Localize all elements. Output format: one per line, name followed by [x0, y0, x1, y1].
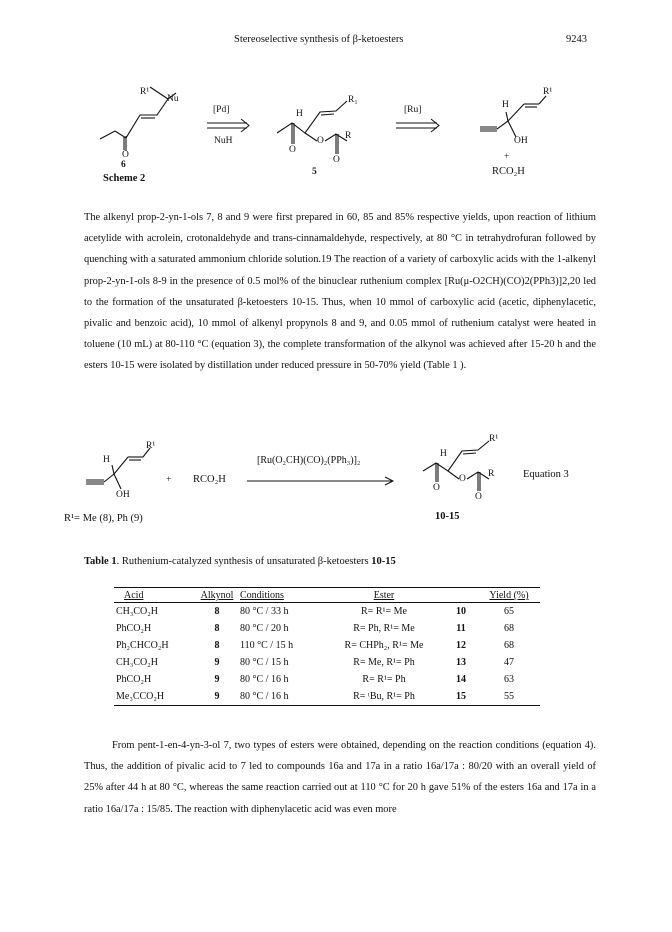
- ester-cell: R= R¹= Me: [361, 606, 407, 617]
- column-header-label: Conditions: [240, 590, 284, 601]
- h-label: H: [103, 455, 110, 465]
- ru-reagent: [Ru]: [404, 105, 422, 115]
- o-label: O: [122, 150, 129, 160]
- h-label: H: [502, 100, 509, 110]
- o-label: O: [433, 483, 440, 493]
- paragraph-text: From pent-1-en-4-yn-3-ol 7, two types of esters were obtained, depending on the reaction conditions (equation 4). Thus, the addition of pivalic acid to 7 led to compounds 16a and 17a in a ratio 16a/17a : 80/20 with an overall yield of 25% after 44 h at 80 °C, whereas the same reaction carried out at 110 °C for 20 h gave 51% of the esters 16a and 17a in a ratio 16a/17a : 15/85. The reaction with diphenylacetic acid was even more: [84, 740, 596, 815]
- rco2h-label: RCO₂H: [492, 166, 525, 177]
- conditions-cell: 80 °C / 15 h: [240, 657, 289, 668]
- compound-number-cell: 15: [456, 691, 466, 702]
- r1-label: R¹: [146, 441, 156, 451]
- ester-cell: R= ᵗBu, R¹= Ph: [353, 691, 415, 702]
- table-row: [114, 688, 540, 706]
- column-header: [196, 588, 238, 603]
- product-label: 10-15: [435, 511, 460, 522]
- paragraph-text: The alkenyl prop-2-yn-1-ols 7, 8 and 9 were first prepared in 60, 85 and 85% respective yields, upon reaction of lithium acetylide with acrolein, crotonaldehyde and trans-cinnamaldehyde, respectively, at 80 °C in tetrahydrofuran followed by quenching with a saturated ammonium chloride solution.19 The reaction of a variety of carboxylic acids with the 1-alkenyl prop-2-yn-1-ols 8-9 in the presence of 0.5 mol% of the binuclear ruthenium complex [Ru(μ-O2CH)(CO)2(PPh3)]2,20 led to the formation of the unsaturated β-ketoesters 10-15. Thus, when 10 mmol of carboxylic acid (acetic, diphenylacetic, pivalic and benzoic acid), 10 mmol of alkenyl propynols 8 and 9, and 0.05 mmol of ruthenium catalyst were heated in toluene (10 mL) at 80-110 °C (equation 3), the complete transformation of the alkynol was achieved after 15-20 h and the esters 10-15 were isolated by distillation under reduced pressure in 50-70% yield (Table 1 ).: [84, 212, 596, 372]
- o-label: O: [289, 145, 296, 155]
- table-header-row: [114, 588, 540, 603]
- alkynol-cell: 8: [214, 640, 220, 651]
- table-row: [114, 637, 540, 654]
- r-label: R: [488, 469, 495, 479]
- acid-label: RCO₂H: [193, 474, 226, 485]
- compound-number-cell: 10: [456, 606, 466, 617]
- yield-cell: 68: [504, 623, 514, 634]
- conditions-cell: 110 °C / 15 h: [240, 640, 294, 651]
- ester-cell: R= CHPh₂, R¹= Me: [344, 640, 424, 651]
- o-label: O: [333, 155, 340, 165]
- column-header-label: Yield (%): [489, 590, 529, 601]
- yield-cell: 63: [504, 674, 514, 685]
- ester-cell: R= Me, R¹= Ph: [353, 657, 415, 668]
- table-caption-text: . Ruthenium-catalyzed synthesis of unsaturated β-ketoesters: [116, 556, 372, 567]
- o-label: O: [317, 136, 324, 146]
- table-row: [114, 654, 540, 671]
- column-header: [114, 588, 196, 603]
- acid-cell: CH₃CO₂H: [116, 657, 158, 668]
- acid-cell: PhCO₂H: [116, 674, 152, 685]
- acid-cell: PhCO₂H: [116, 623, 152, 634]
- column-header: [444, 588, 478, 603]
- column-header: [478, 588, 540, 603]
- acid-cell: CH₃CO₂H: [116, 606, 158, 617]
- plus-sign: +: [166, 475, 172, 485]
- nuh-reagent: NuH: [214, 136, 233, 146]
- compound-number-cell: 14: [456, 674, 466, 685]
- yield-cell: 47: [504, 657, 514, 668]
- column-header: [324, 588, 444, 603]
- running-title: Stereoselective synthesis of β-ketoesters: [234, 34, 404, 45]
- conditions-cell: 80 °C / 20 h: [240, 623, 289, 634]
- table-caption-label: Table 1: [84, 556, 117, 567]
- alkynol-cell: 8: [214, 623, 220, 634]
- r1-label: R₁: [348, 95, 358, 105]
- oh-label: OH: [514, 136, 528, 146]
- r1-label: R¹: [543, 87, 553, 97]
- table-row: [114, 671, 540, 688]
- reactant-label: R¹= Me (8), Ph (9): [64, 513, 143, 524]
- table-row: [114, 603, 540, 621]
- h-label: H: [296, 109, 303, 119]
- catalyst-label: [Ru(O₂CH)(CO)₂(PPh₃)]₂: [257, 455, 361, 466]
- o-label: O: [475, 492, 482, 502]
- alkynol-cell: 9: [214, 657, 220, 668]
- alkynol-cell: 8: [214, 606, 220, 617]
- alkynol-cell: 9: [214, 674, 220, 685]
- body-paragraph-2: [84, 735, 596, 820]
- oh-label: OH: [116, 490, 130, 500]
- acid-cell: Ph₂CHCO₂H: [116, 640, 169, 651]
- alkynol-cell: 9: [214, 691, 220, 702]
- acid-cell: Me₃CCO₂H: [116, 691, 165, 702]
- column-header-label: Ester: [373, 590, 395, 601]
- equation-number: Equation 3: [523, 469, 569, 480]
- compound-number-cell: 13: [456, 657, 466, 668]
- column-header-label: Acid: [124, 590, 144, 601]
- table-caption: [84, 556, 396, 567]
- yield-cell: 65: [504, 606, 514, 617]
- results-table: [114, 587, 540, 706]
- compound-6-number: 6: [121, 160, 126, 170]
- o-label: O: [459, 474, 466, 484]
- r1-label: R¹: [489, 434, 499, 444]
- r1-label: R¹: [140, 87, 150, 97]
- table-caption-compounds: 10-15: [371, 556, 396, 567]
- table-row: [114, 620, 540, 637]
- column-header: [238, 588, 324, 603]
- yield-cell: 55: [504, 691, 514, 702]
- column-header-label: Alkynol: [200, 590, 234, 601]
- compound-5-number: 5: [312, 167, 317, 177]
- page-number: 9243: [566, 34, 587, 45]
- yield-cell: 68: [504, 640, 514, 651]
- conditions-cell: 80 °C / 33 h: [240, 606, 289, 617]
- nu-label: Nu: [167, 94, 179, 104]
- conditions-cell: 80 °C / 16 h: [240, 674, 289, 685]
- compound-number-cell: 12: [456, 640, 466, 651]
- scheme-label: Scheme 2: [103, 173, 146, 184]
- plus-sign: +: [504, 152, 510, 162]
- h-label: H: [440, 449, 447, 459]
- r-label: R: [345, 131, 352, 141]
- conditions-cell: 80 °C / 16 h: [240, 691, 289, 702]
- ester-cell: R= Ph, R¹= Me: [353, 623, 415, 634]
- compound-number-cell: 11: [456, 623, 466, 634]
- pd-reagent: [Pd]: [213, 105, 230, 115]
- ester-cell: R= R¹= Ph: [362, 674, 406, 685]
